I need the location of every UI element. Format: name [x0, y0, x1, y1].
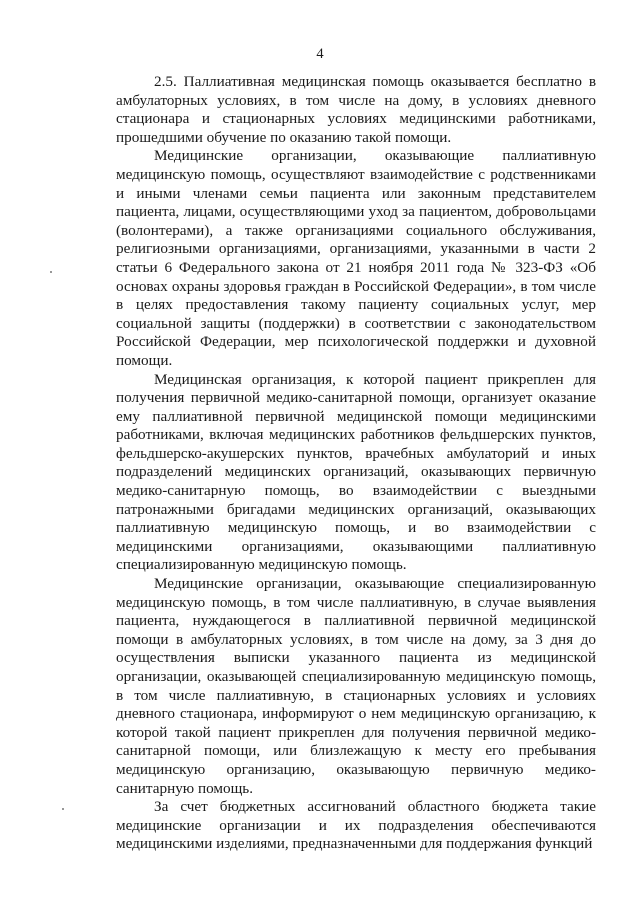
- page-number: 4: [316, 46, 324, 62]
- paragraph-primary-care: Медицинская организация, к которой пациент прикреплен для получения первичной медико-санитарной помощи, организует оказание ему паллиативной первичной медицинской помощи медицинскими работниками, включая медицинских работников фельдшерских пунктов, фельдшерско-акушерских пунктов, врачебных амбулаторий и иных подразделений медицинских организаций, оказывающих первичную медико-санитарную помощь, во взаимодействии с выездными патронажными бригадами медицинских организаций, оказывающих паллиативную медицинскую помощь, и во взаимодействии с медицинскими организациями, оказывающими паллиативную специализированную медицинскую помощь.: [116, 370, 596, 574]
- margin-dot: [62, 808, 64, 810]
- paragraph-interaction: Медицинские организации, оказывающие паллиативную медицинскую помощь, осуществляют взаимодействие с родственниками и иными членами семьи пациента или законным представителем пациента, лицами, осуществляющими уход за пациентом, добровольцами (волонтерами), а также организациями социального обслуживания, религиозными организациями, организациями, указанными в части 2 статьи 6 Федерального закона от 21 ноября 2011 года № 323-ФЗ «Об основах охраны здоровья граждан в Российской Федерации», в том числе в целях предоставления такому пациенту социальных услуг, мер социальной защиты (поддержки) в соответствии с законодательством Российской Федерации, мер психологической поддержки и духовной помощи.: [116, 147, 596, 369]
- document-body: [116, 73, 596, 854]
- paragraph-specialized-care: Медицинские организации, оказывающие специализированную медицинскую помощь, в том числе паллиативную, в случае выявления пациента, нуждающегося в паллиативной первичной медицинской помощи в амбулаторных условиях, в том числе на дому, за 3 дня до осуществления выписки указанного пациента из медицинской организации, оказывающей специализированную медицинскую помощь, в том числе паллиативную, в стационарных условиях и условиях дневного стационара, информируют о нем медицинскую организацию, к которой такой пациент прикреплен для получения первичной медико-санитарной помощи, или близлежащую к месту его пребывания медицинскую организацию, оказывающую первичную медико-санитарную помощь.: [116, 575, 596, 797]
- paragraph-2-5: 2.5. Паллиативная медицинская помощь оказывается бесплатно в амбулаторных условиях, в том числе на дому, в условиях дневного стационара и стационарных условиях медицинскими работниками, прошедшими обучение по оказанию такой помощи.: [116, 73, 596, 146]
- margin-dot: [50, 271, 52, 273]
- paragraph-budget: За счет бюджетных ассигнований областного бюджета такие медицинские организации и их подразделения обеспечиваются медицинскими изделиями, предназначенными для поддержания функций: [116, 798, 596, 853]
